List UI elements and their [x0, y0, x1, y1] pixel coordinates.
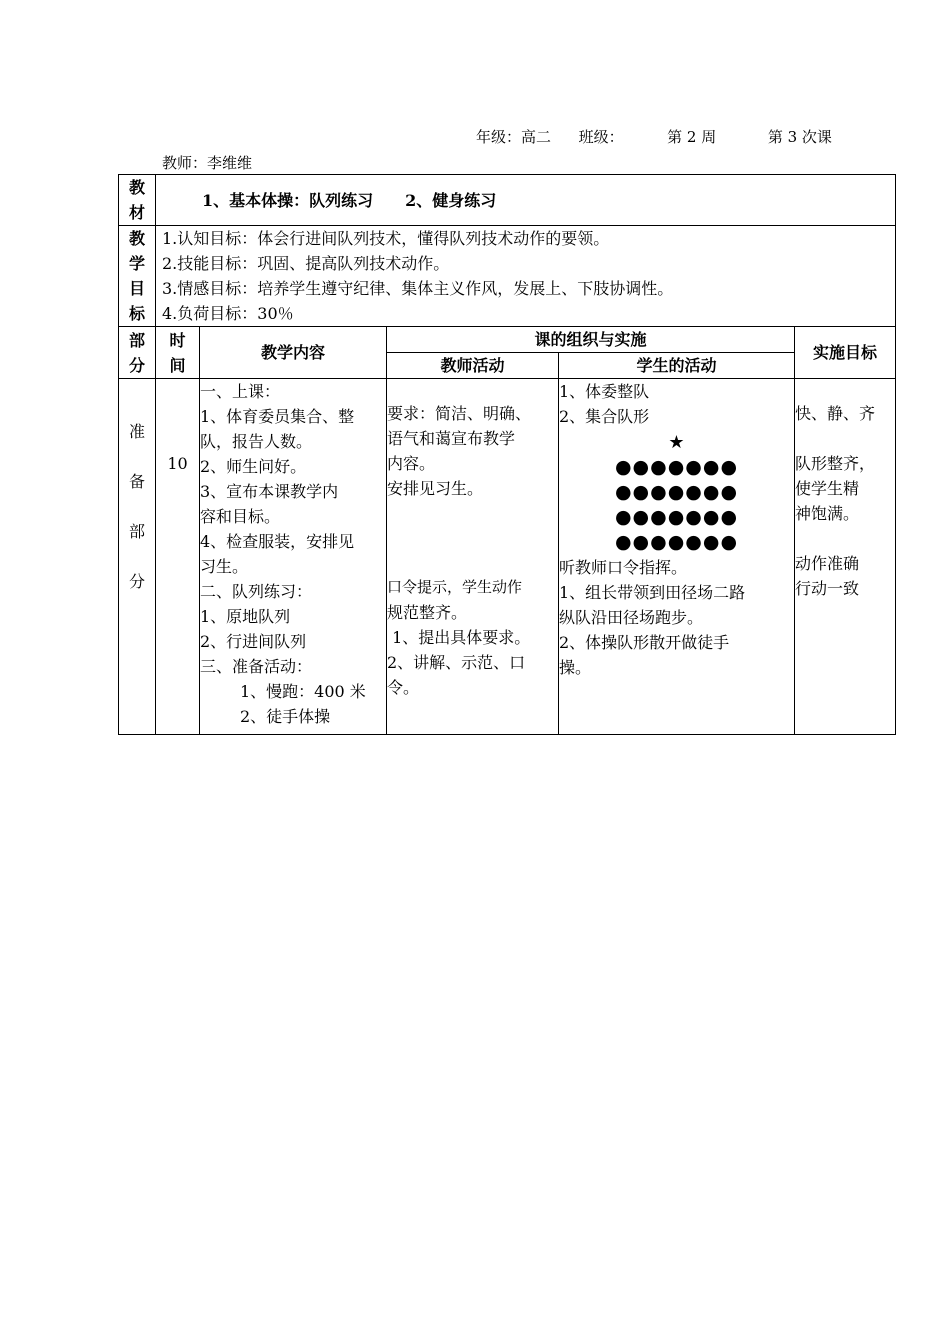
- col-part-header: 部 分: [119, 327, 156, 379]
- lesson-plan-table: [118, 174, 896, 735]
- formation-row: ●●●●●●●: [614, 506, 739, 528]
- col-content-header: 教学内容: [200, 327, 387, 379]
- column-header-row: [119, 327, 896, 353]
- week: 第 2 周: [667, 128, 717, 146]
- col-teacher-header: 教师活动: [387, 353, 559, 379]
- goal-load: 4.负荷目标：30％: [162, 304, 294, 323]
- col-org-header: 课的组织与实施: [387, 327, 795, 353]
- goal-skill: 2.技能目标：巩固、提高队列技术动作。: [162, 254, 450, 273]
- col-time-header: 时 间: [156, 327, 200, 379]
- class: 班级：: [578, 128, 624, 146]
- prep-section-row: [119, 379, 896, 735]
- lesson-header: [476, 126, 832, 147]
- formation-row: ●●●●●●●: [614, 481, 739, 503]
- section-label: 准 备 部 分: [119, 379, 156, 735]
- star-icon: ★: [668, 432, 685, 453]
- student-activity-cell: 1、体委整队 2、集合队形 ★ ●●●●●●● ●●●●●●● ●●●●●●● ●●●●●●● 听教师口令指挥。 1、组长带领到田径场二路 纵队沿田径场跑步。 2、体操队形散开做徒手 操。: [559, 379, 795, 735]
- goal-emotion: 3.情感目标：培养学生遵守纪律、集体主义作风，发展上、下肢协调性。: [162, 279, 674, 298]
- material-row: [119, 175, 896, 226]
- col-student-header: 学生的活动: [559, 353, 795, 379]
- teacher-name: 教师：李维维: [162, 154, 253, 172]
- content-cell: 一、上课： 1、体育委员集合、整 队，报告人数。 2、师生问好。 3、宣布本课教学内 容和目标。 4、检查服装，安排见 习生。 二、队列练习： 1、原地队列 2、行进间队列 三、准备活动： 1、慢跑：400 米 2、徒手体操: [200, 379, 387, 735]
- lesson-number: 第 3 次课: [767, 128, 832, 146]
- teacher-activity-cell: 要求：简洁、明确、 语气和蔼宣布教学 内容。 安排见习生。 口令提示，学生动作 规范整齐。 1、提出具体要求。 2、讲解、示范、口 令。: [387, 379, 559, 735]
- formation-diagram: [559, 431, 794, 555]
- goals-content: [156, 226, 896, 327]
- goals-label: 教 学 目 标: [119, 226, 156, 327]
- goal-cognitive: 1.认知目标：体会行进间队列技术，懂得队列技术动作的要领。: [162, 229, 610, 248]
- material-label: 教 材: [119, 175, 156, 226]
- col-target-header: 实施目标: [795, 327, 896, 379]
- material-content: 1、基本体操：队列练习 2、健身练习: [156, 175, 896, 226]
- goals-row: [119, 226, 896, 327]
- target-cell: 快、静、齐 队形整齐， 使学生精 神饱满。 动作准确 行动一致: [795, 379, 896, 735]
- grade: 年级：高二: [476, 128, 552, 146]
- section-time: 10: [156, 379, 200, 735]
- formation-row: ●●●●●●●: [614, 456, 739, 478]
- formation-row: ●●●●●●●: [614, 531, 739, 553]
